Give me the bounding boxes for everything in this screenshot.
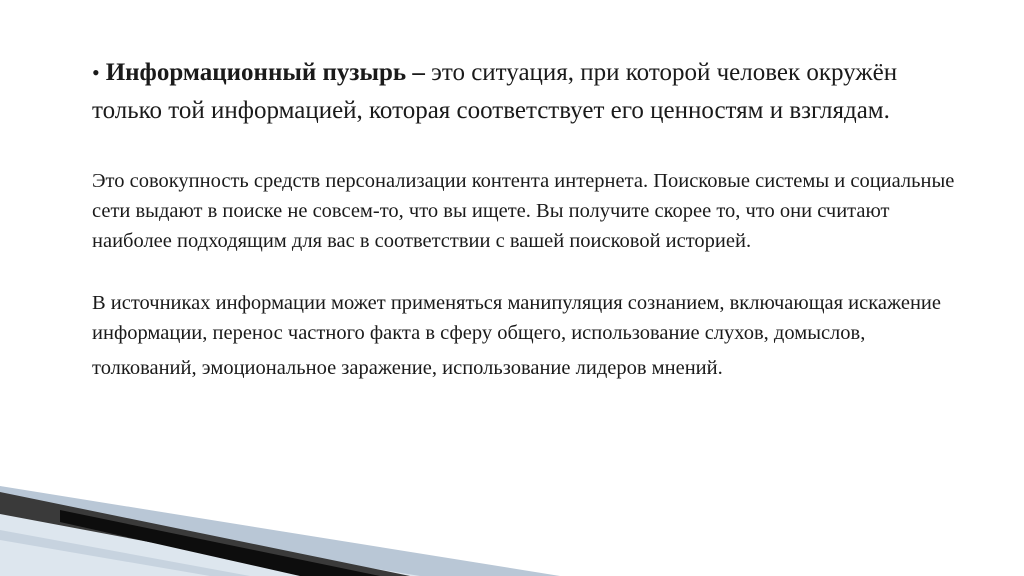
stripe-light: [0, 486, 560, 576]
manipulation-text-end: заражение, использование лидеров мнений.: [341, 357, 723, 379]
stripe-dark: [60, 510, 380, 576]
definition-text: это ситуация, при которой человек окружён только той информацией, которая соответствует его ценностям и взглядам.: [92, 59, 898, 124]
personalization-paragraph: Это совокупность средств персонализации контента интернета. Поисковые системы и социальные сети выдают в поиске не совсем-то, что вы ищете. Вы получите скорее то, что они считают наиболее подходящим для вас в соответствии с вашей поисковой историей.: [92, 170, 955, 252]
bullet-icon: •: [92, 60, 100, 85]
manipulation-paragraph: [92, 288, 972, 383]
stripe-pale: [0, 494, 520, 576]
manipulation-text: В источниках информации может применяться манипуляция сознанием, включающая искажение информации, перенос частного факта в сферу общего, использование слухов, домыслов, толкований, эмоциональное: [92, 292, 941, 379]
stripe-mid: [0, 492, 410, 576]
stripe-thin: [0, 530, 250, 576]
slide-content: [92, 54, 972, 383]
definition-term: Информационный пузырь –: [105, 59, 425, 86]
definition-paragraph: [92, 54, 972, 130]
